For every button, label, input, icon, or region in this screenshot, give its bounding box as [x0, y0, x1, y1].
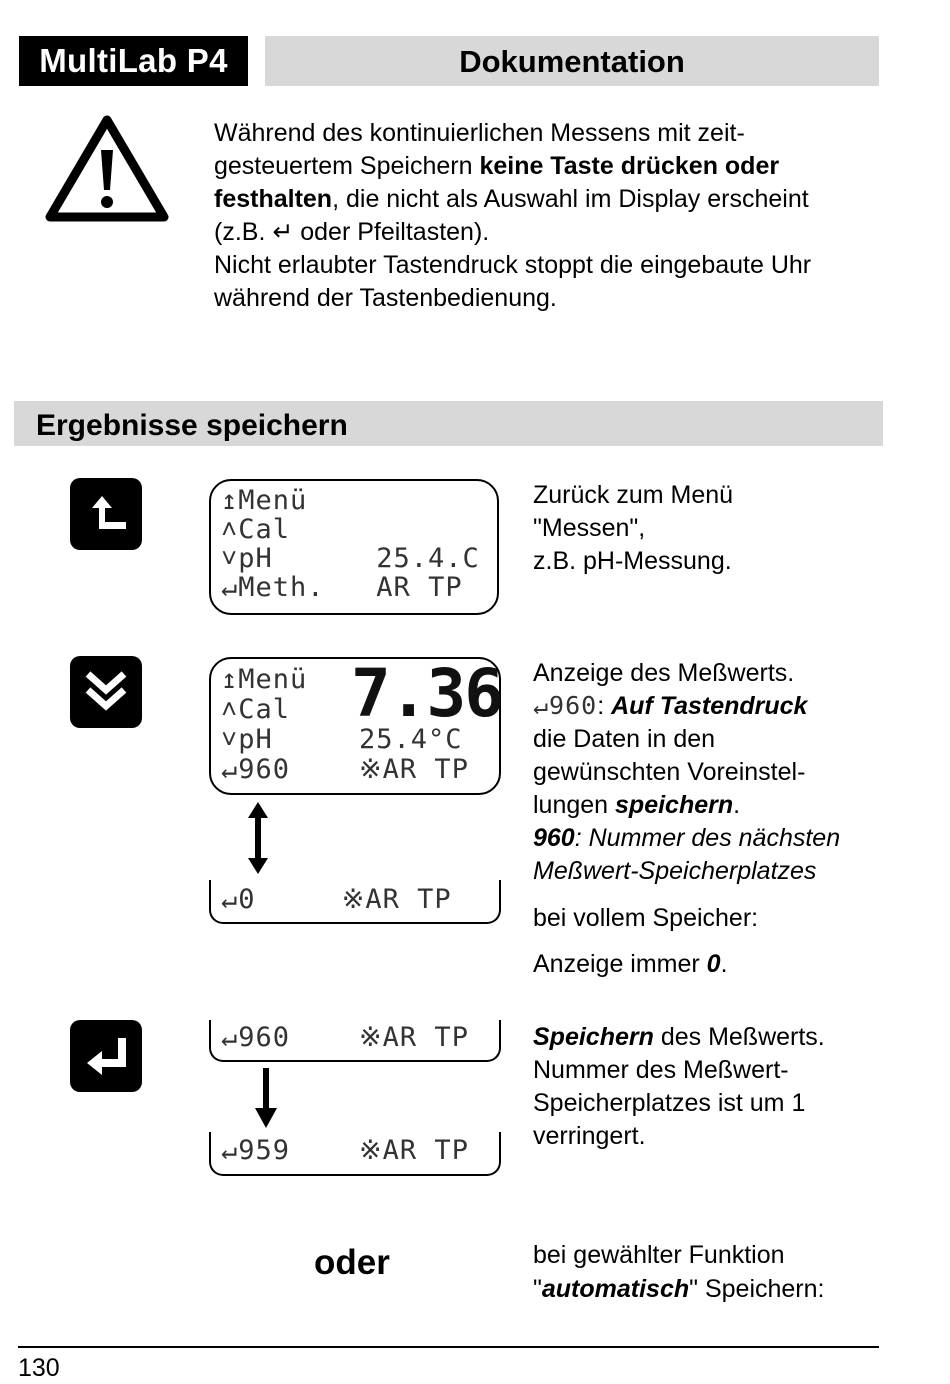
step3-line-2: Nummer des Meßwert- — [533, 1056, 789, 1084]
oder-line-2: "automatisch" Speichern: — [533, 1275, 825, 1303]
step2-text — [533, 657, 893, 981]
warning-line-5: Nicht erlaubter Tastendruck stoppt die eingebaute Uhr — [214, 251, 812, 279]
page-number: 130 — [18, 1354, 60, 1382]
enter-glyph: ↵ — [272, 218, 294, 246]
step2-line-9: Anzeige immer 0. — [533, 950, 728, 978]
double-down-arrow-key-icon — [70, 656, 142, 728]
lcd-line-2: ˄Cal — [221, 514, 290, 545]
step1-text — [533, 479, 873, 578]
lcd-strip-text: ↵959 ※AR TP — [221, 1135, 469, 1166]
step2-line-5: lungen speichern. — [533, 791, 741, 819]
lcd-strip-after-save — [209, 1132, 501, 1176]
lcd-display-menu — [209, 479, 499, 615]
step3-line-4: verringert. — [533, 1122, 646, 1150]
lcd-line-1: ↥Menü — [221, 485, 308, 516]
lcd-line-1: ↥Menü — [221, 664, 308, 695]
lcd-line-3: ˅pH 25.4°C — [221, 724, 463, 755]
step2-line-2: ↵960: Auf Tastendruck — [533, 691, 808, 720]
step3-text — [533, 1021, 893, 1153]
section-title: Ergebnisse speichern — [36, 409, 348, 442]
warning-line-2: gesteuertem Speichern keine Taste drücken oder — [214, 152, 780, 180]
step2-line-6: 960: Nummer des nächsten — [533, 824, 841, 852]
down-arrow-icon — [254, 1068, 278, 1128]
step3-line-1: Speichern des Meßwerts. — [533, 1023, 825, 1051]
brand-label: MultiLab P4 — [19, 36, 248, 86]
footer-rule — [18, 1346, 879, 1348]
warning-line-4: (z.B. ↵ oder Pfeiltasten). — [214, 218, 490, 246]
enter-key-icon — [70, 1020, 142, 1092]
warning-triangle-icon — [44, 114, 170, 222]
step1-line-1: Zurück zum Menü — [533, 481, 734, 509]
step1-line-2: "Messen", — [533, 514, 646, 542]
lcd-strip-text: ↵960 ※AR TP — [221, 1022, 469, 1053]
warning-line-1: Während des kontinuierlichen Messens mit zeit- — [214, 119, 745, 147]
oder-text — [533, 1238, 893, 1306]
section-header: Dokumentation — [265, 36, 879, 86]
oder-line-1: bei gewählter Funktion — [533, 1241, 785, 1269]
step2-line-4: gewünschten Voreinstel- — [533, 758, 806, 786]
oder-label: oder — [314, 1243, 390, 1282]
lcd-strip-full-memory — [209, 880, 501, 924]
step2-line-1: Anzeige des Meßwerts. — [533, 659, 795, 687]
warning-line-6: während der Tastenbedienung. — [214, 284, 557, 312]
step2-line-3: die Daten in den — [533, 725, 716, 753]
warning-line-3: festhalten, die nicht als Auswahl im Display erscheint — [214, 185, 809, 213]
step2-line-7: Meßwert-Speicherplatzes — [533, 857, 817, 885]
lcd-line-4: ↵Meth. AR TP — [221, 572, 463, 603]
step2-line-8: bei vollem Speicher: — [533, 904, 759, 932]
up-arrow-key-icon — [70, 478, 142, 550]
lcd-display-measurement — [209, 657, 501, 795]
step3-line-3: Speicherplatzes ist um 1 — [533, 1089, 806, 1117]
warning-text — [214, 117, 894, 315]
lcd-measured-value: 7.36 — [351, 655, 502, 732]
step1-line-3: z.B. pH-Messung. — [533, 547, 732, 575]
lcd-line-4: ↵960 ※AR TP — [221, 754, 469, 785]
lcd-strip-before-save — [209, 1020, 501, 1062]
lcd-line-3: ˅pH 25.4.C — [221, 543, 480, 574]
lcd-strip-text: ↵0 ※AR TP — [221, 884, 452, 915]
lcd-line-2: ˄Cal — [221, 694, 290, 725]
double-arrow-icon — [246, 802, 270, 874]
